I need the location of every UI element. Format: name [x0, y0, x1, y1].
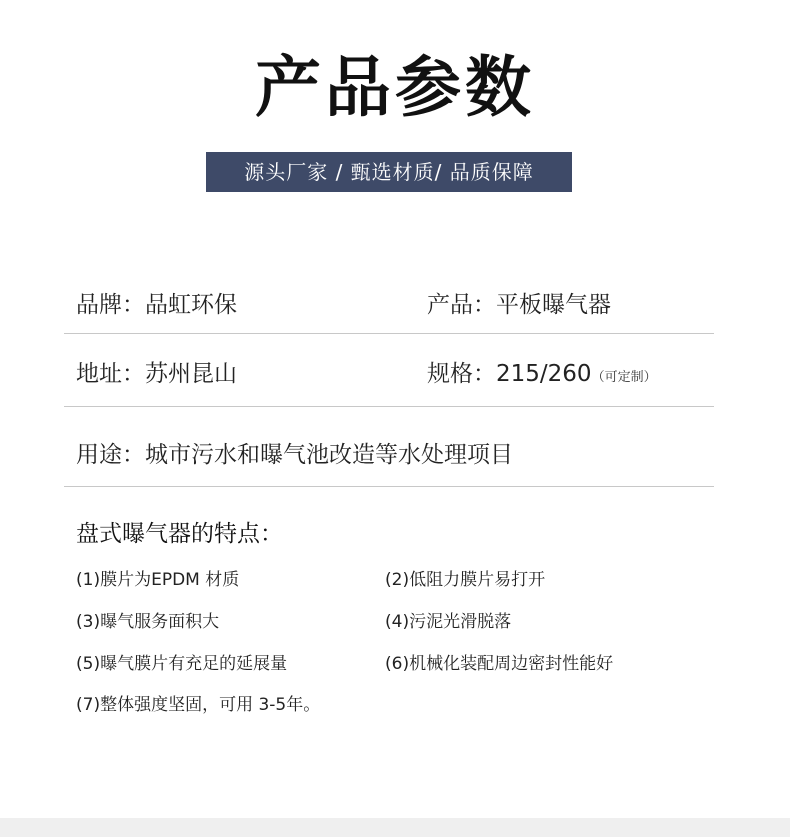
feature-item: (4)污泥光滑脱落 [385, 612, 512, 632]
feature-item: (5)曝气膜片有充足的延展量 [76, 654, 288, 674]
brand-row: 品牌：品虹环保 [76, 292, 237, 318]
feature-item: (2)低阻力膜片易打开 [385, 570, 546, 590]
usage-row: 用途：城市污水和曝气池改造等水处理项目 [76, 442, 513, 468]
address-row: 地址：苏州昆山 [76, 361, 237, 387]
feature-item: (6)机械化装配周边密封性能好 [385, 654, 614, 674]
divider [64, 486, 714, 487]
feature-item: (3)曝气服务面积大 [76, 612, 220, 632]
divider [64, 333, 714, 334]
spec-note: （可定制） [591, 370, 657, 385]
feature-item: (1)膜片为EPDM 材质 [76, 570, 240, 590]
feature-item: (7)整体强度坚固，可用 3-5年。 [76, 695, 321, 715]
subtitle-banner: 源头厂家 / 甄选材质/ 品质保障 [206, 152, 572, 192]
spec-value: 规格：215/260 [427, 361, 592, 387]
product-row: 产品：平板曝气器 [427, 292, 611, 318]
divider [64, 406, 714, 407]
bottom-bar [0, 818, 790, 837]
spec-row [427, 355, 657, 388]
features-title: 盘式曝气器的特点： [76, 521, 283, 547]
page-title: 产品参数 [255, 49, 535, 126]
